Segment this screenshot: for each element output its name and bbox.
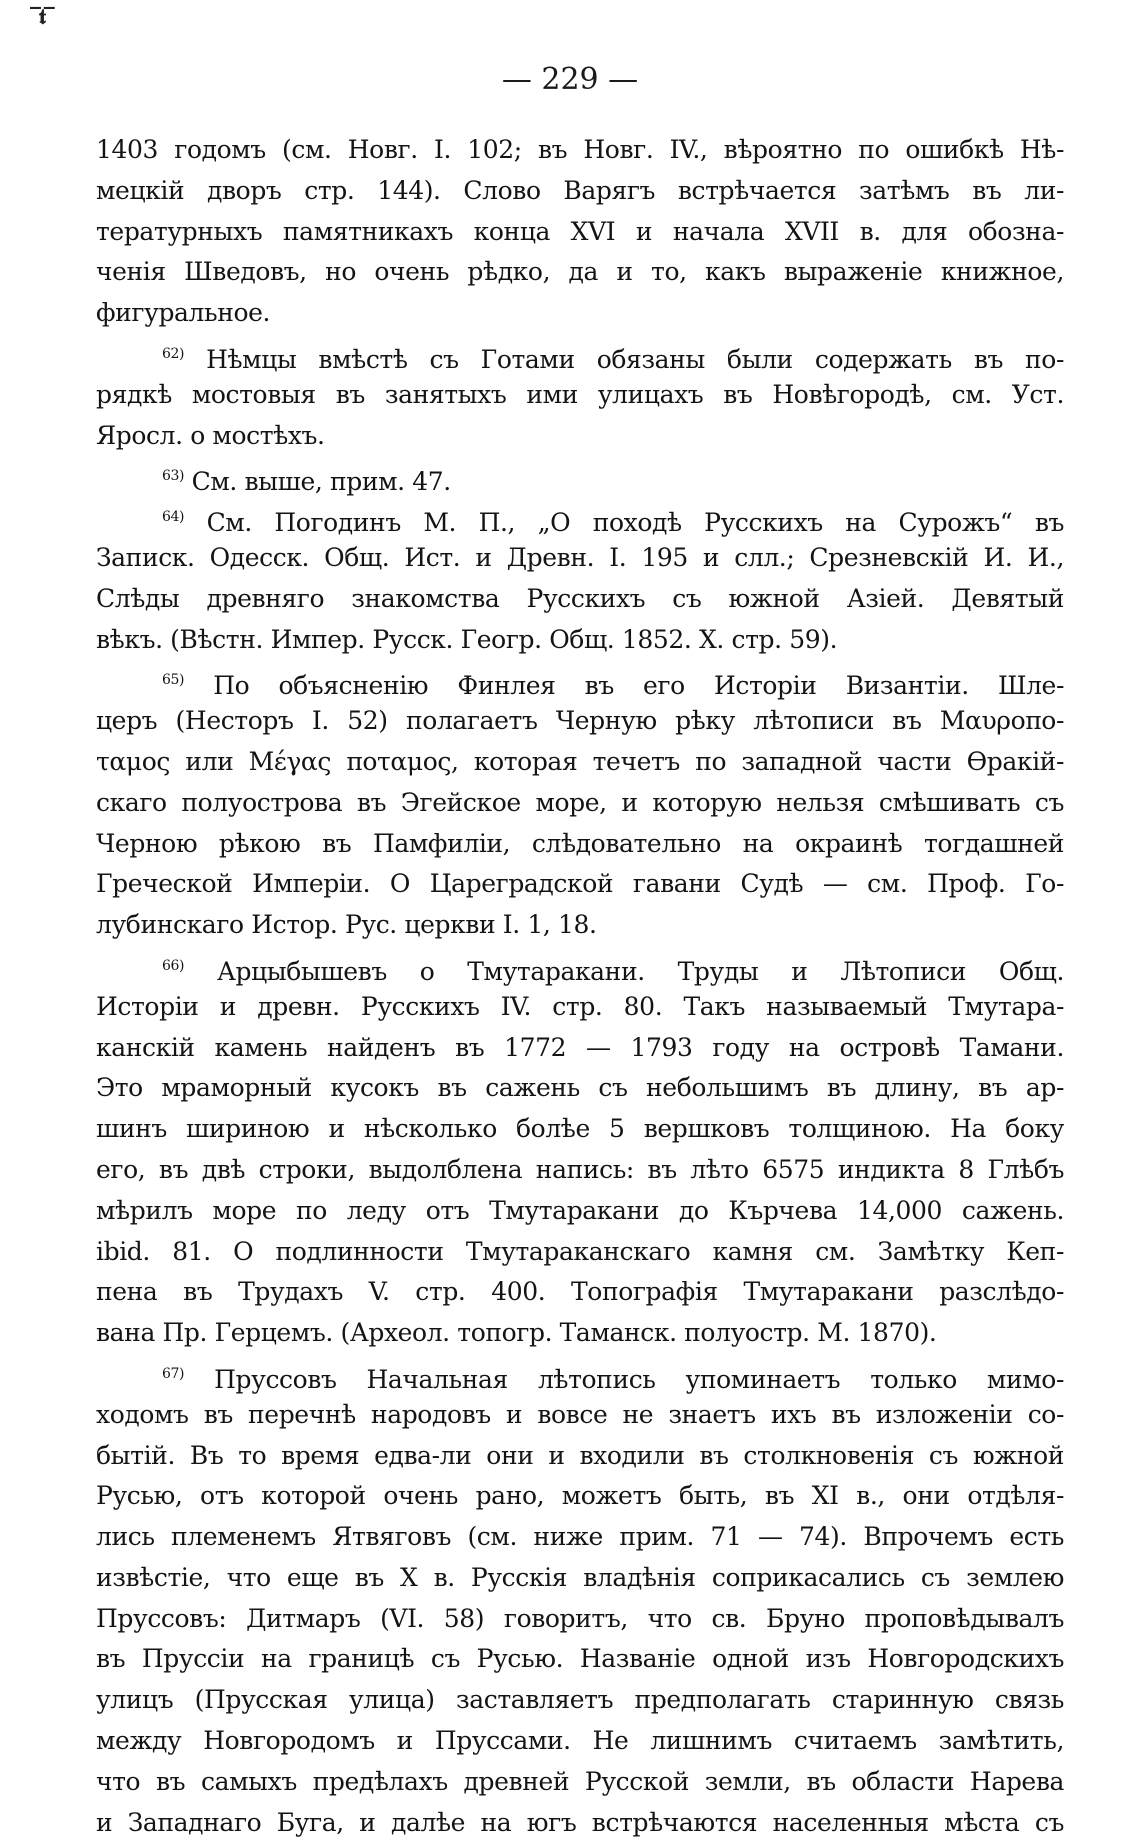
- text-line: [96, 1803, 1064, 1843]
- line-text: Исторіи и древн. Русскихъ IV. стр. 80. Такъ называемый Тмутара-: [96, 991, 1064, 1021]
- text-line: [96, 252, 1064, 293]
- text-line: [96, 1232, 1064, 1273]
- text-line: [96, 416, 1064, 457]
- line-text: Это мраморный кусокъ въ сажень съ небольшимъ въ длину, въ ар-: [96, 1073, 1064, 1103]
- text-line: [96, 1476, 1064, 1517]
- footnote-first-line: [96, 497, 1064, 538]
- footnote-marker: 66): [162, 957, 185, 974]
- line-text: ibid. 81. О подлинности Тмутараканскаго камня см. Замѣтку Кеп-: [96, 1236, 1064, 1266]
- footnote-first-line: [96, 456, 1064, 497]
- line-text: Пруссовъ: Дитмаръ (VI. 58) говоритъ, что св. Бруно проповѣдывалъ: [96, 1603, 1064, 1633]
- footnote-first-line: [96, 660, 1064, 701]
- line-text: что въ самыхъ предѣлахъ древней Русской земли, въ области Нарева: [96, 1766, 1064, 1796]
- text-line: [96, 293, 1064, 334]
- line-text: Русью, отъ которой очень рано, можетъ быть, въ XI в., они отдѣля-: [96, 1481, 1064, 1511]
- line-text: ченія Шведовъ, но очень рѣдко, да и то, какъ выраженіе книжное,: [96, 257, 1064, 287]
- text-line: [96, 1436, 1064, 1477]
- text-line: [96, 905, 1064, 946]
- line-text: бытій. Въ то время едва-ли они и входили въ столкновенія съ южной: [96, 1440, 1064, 1470]
- line-text: ταμος или Μέγας ποταμος, которая течетъ по западной части Ѳракій-: [96, 746, 1064, 776]
- text-line: [96, 1150, 1064, 1191]
- page-number: — 229 —: [501, 62, 639, 97]
- line-text: См. выше, прим. 47.: [191, 467, 451, 497]
- text-line: [96, 538, 1064, 579]
- footnote-marker: 64): [162, 509, 185, 526]
- line-text: Греческой Имперіи. О Цареградской гавани Судѣ — см. Проф. Го-: [96, 869, 1064, 899]
- line-text: улицъ (Прусская улица) заставляетъ предполагать старинную связь: [96, 1685, 1064, 1715]
- line-text: и Западнаго Буга, и далѣе на югъ встрѣчаются населенныя мѣста съ: [96, 1807, 1064, 1837]
- footnote-first-line: [96, 334, 1064, 375]
- line-text: вана Пр. Герцемъ. (Археол. топогр. Таманск. полуостр. М. 1870).: [96, 1318, 937, 1348]
- text-line: [96, 212, 1064, 253]
- line-text: По объясненію Финлея въ его Исторіи Византіи. Шле-: [213, 671, 1064, 701]
- line-text: вѣкъ. (Вѣстн. Импер. Русск. Геогр. Общ. 1852. X. стр. 59).: [96, 624, 838, 654]
- line-text: ходомъ въ перечнѣ народовъ и вовсе не знаетъ ихъ въ изложеніи со-: [96, 1399, 1064, 1429]
- line-text: Записк. Одесск. Общ. Ист. и Древн. I. 195 и слл.; Срезневскій И. И.,: [96, 542, 1064, 572]
- line-text: 1403 годомъ (см. Новг. I. 102; въ Новг. IV., вѣроятно по ошибкѣ Нѣ-: [96, 135, 1064, 164]
- corner-mark: ‾𝖙‾: [30, 4, 53, 30]
- text-line: [96, 1068, 1064, 1109]
- text-line: [96, 620, 1064, 661]
- text-line: [96, 1313, 1064, 1354]
- line-text: шинъ шириною и нѣсколько болѣе 5 вершковъ толщиною. На боку: [96, 1114, 1064, 1144]
- text-line: [96, 375, 1064, 416]
- footnote-first-line: [96, 946, 1064, 987]
- text-line: [96, 1639, 1064, 1680]
- text-line: [96, 1558, 1064, 1599]
- text-line: [96, 824, 1064, 865]
- line-text: въ Пруссіи на границѣ съ Русью. Названіе одной изъ Новгородскихъ: [96, 1644, 1064, 1674]
- footnote-first-line: [96, 1354, 1064, 1395]
- text-line: [96, 1395, 1064, 1436]
- line-text: мѣрилъ море по леду отъ Тмутаракани до Кърчева 14,000 сажень.: [96, 1195, 1064, 1225]
- text-line: [96, 1517, 1064, 1558]
- line-text: пена въ Трудахъ V. стр. 400. Топографія Тмутаракани разслѣдо-: [96, 1277, 1064, 1307]
- text-line: [96, 1272, 1064, 1313]
- line-text: Слѣды древняго знакомства Русскихъ съ южной Азіей. Девятый: [96, 583, 1064, 613]
- text-line: [96, 1191, 1064, 1232]
- footnote-marker: 62): [162, 345, 185, 362]
- line-text: Нѣмцы вмѣстѣ съ Готами обязаны были содержать въ по-: [206, 344, 1065, 374]
- line-text: мецкій дворъ стр. 144). Слово Варягъ встрѣчается затѣмъ въ ли-: [96, 175, 1064, 205]
- text-line: [96, 1680, 1064, 1721]
- line-text: Пруссовъ Начальная лѣтопись упоминаетъ только мимо-: [214, 1364, 1064, 1394]
- line-text: извѣстіе, что еще въ X в. Русскія владѣнія соприкасались съ землею: [96, 1562, 1064, 1592]
- text-line: [96, 1599, 1064, 1640]
- text-line: [96, 1721, 1064, 1762]
- line-text: Черною рѣкою въ Памфиліи, слѣдовательно на окраинѣ тогдашней: [96, 828, 1064, 858]
- text-line: [96, 742, 1064, 783]
- text-line: [96, 987, 1064, 1028]
- text-line: [96, 130, 1064, 171]
- text-line: [96, 171, 1064, 212]
- line-text: Яросл. о мостѣхъ.: [96, 420, 325, 450]
- text-line: [96, 1109, 1064, 1150]
- line-text: его, въ двѣ строки, выдолблена напись: въ лѣто 6575 индикта 8 Глѣбъ: [96, 1154, 1064, 1184]
- line-text: церъ (Несторъ I. 52) полагаетъ Черную рѣку лѣтописи въ Μαυροπο-: [96, 706, 1064, 736]
- text-line: [96, 783, 1064, 824]
- body-text: [96, 130, 1064, 1843]
- text-line: [96, 701, 1064, 742]
- text-line: [96, 1762, 1064, 1803]
- footnote-marker: 65): [162, 672, 185, 689]
- text-line: [96, 579, 1064, 620]
- footnote-marker: 63): [162, 468, 185, 485]
- line-text: тературныхъ памятникахъ конца XVI и начала XVII в. для обозна-: [96, 216, 1064, 246]
- line-text: См. Погодинъ М. П., „О походѣ Русскихъ на Сурожъ“ въ: [206, 508, 1064, 538]
- line-text: Арцыбышевъ о Тмутаракани. Труды и Лѣтописи Общ.: [216, 956, 1064, 986]
- line-text: скаго полуострова въ Эгейское море, и которую нельзя смѣшивать съ: [96, 787, 1064, 817]
- line-text: между Новгородомъ и Пруссами. Не лишнимъ считаемъ замѣтить,: [96, 1726, 1064, 1756]
- line-text: канскій камень найденъ въ 1772 — 1793 году на островѣ Тамани.: [96, 1032, 1064, 1062]
- text-line: [96, 864, 1064, 905]
- line-text: рядкѣ мостовыя въ занятыхъ ими улицахъ въ Новѣгородѣ, см. Уст.: [96, 379, 1064, 409]
- line-text: фигуральное.: [96, 298, 271, 328]
- footnote-marker: 67): [162, 1365, 185, 1382]
- line-text: лись племенемъ Ятвяговъ (см. ниже прим. 71 — 74). Впрочемъ есть: [96, 1522, 1064, 1552]
- line-text: лубинскаго Истор. Рус. церкви I. 1, 18.: [96, 910, 597, 940]
- text-line: [96, 1028, 1064, 1069]
